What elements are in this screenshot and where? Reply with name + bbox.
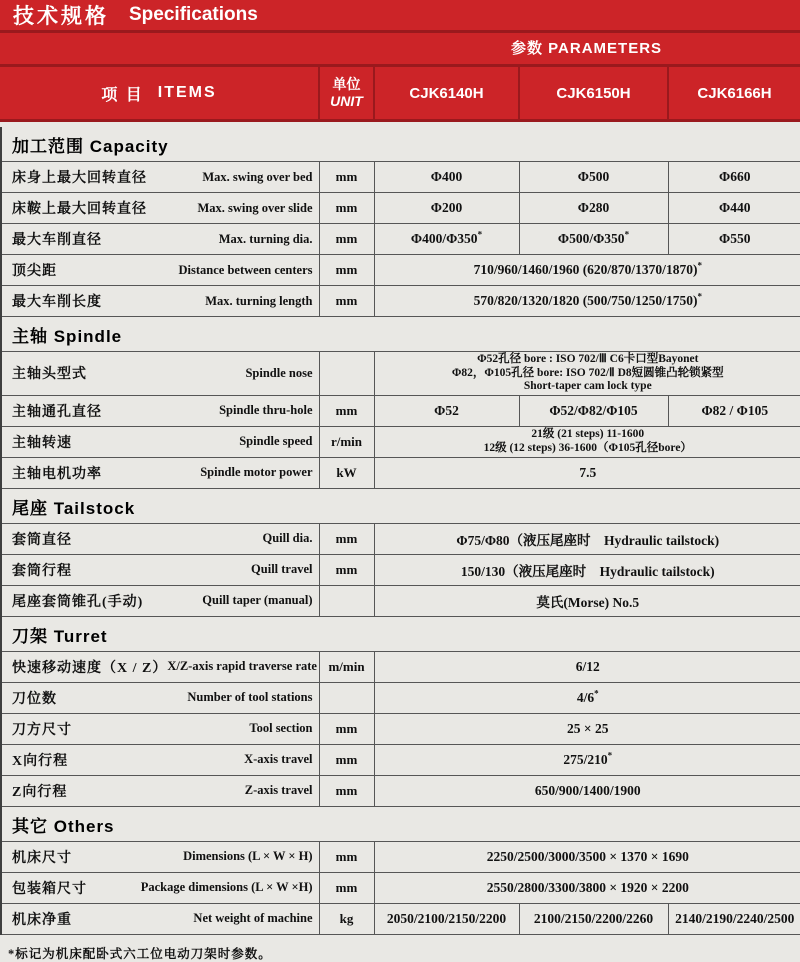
- table-row: [1, 352, 800, 396]
- item-label-zh: 主轴头型式: [12, 367, 87, 383]
- parameters-header: 参数 PARAMETERS: [510, 40, 663, 57]
- table-row: [1, 286, 800, 317]
- unit-cell: r/min: [319, 426, 374, 457]
- value-cell: Φ200: [374, 193, 519, 224]
- unit-cell: mm: [319, 554, 374, 585]
- unit-cell: kg: [319, 903, 374, 934]
- item-cell: [1, 554, 319, 585]
- parameters-row: [0, 33, 800, 67]
- item-label-zh: 机床尺寸: [12, 850, 72, 866]
- table-row: [1, 162, 800, 193]
- column-header-unit-zh: 单位: [332, 76, 361, 92]
- item-label-en: Dimensions (L × W × H): [183, 849, 313, 863]
- item-cell: [1, 841, 319, 872]
- table-row: [1, 193, 800, 224]
- column-header-model-cjk6140h: CJK6140H: [373, 67, 518, 119]
- item-cell: [1, 193, 319, 224]
- item-label-zh: 机床净重: [12, 912, 72, 928]
- page-title: [0, 0, 800, 33]
- table-row: [1, 554, 800, 585]
- item-label-zh: 刀方尺寸: [12, 722, 72, 738]
- unit-cell: mm: [319, 255, 374, 286]
- item-label-en: Max. turning length: [205, 293, 313, 308]
- spec-table: [0, 127, 800, 935]
- unit-cell: [319, 585, 374, 616]
- unit-cell: mm: [319, 872, 374, 903]
- item-cell: [1, 255, 319, 286]
- unit-cell: mm: [319, 162, 374, 193]
- item-label-en: Net weight of machine: [193, 911, 313, 925]
- table-row: [1, 523, 800, 554]
- column-header-model-cjk6150h: CJK6150H: [518, 67, 667, 119]
- item-label-zh: 套筒直径: [12, 532, 72, 548]
- unit-cell: kW: [319, 457, 374, 488]
- table-row: [1, 775, 800, 806]
- table-row: [1, 395, 800, 426]
- value-cell: Φ82 / Φ105: [668, 395, 800, 426]
- value-cell-span: Φ75/Φ80（液压尾座时 Hydraulic tailstock): [374, 523, 800, 554]
- item-cell: [1, 426, 319, 457]
- table-row: [1, 903, 800, 934]
- item-label-zh: 套筒行程: [12, 563, 72, 579]
- table-row: [1, 426, 800, 457]
- section-header: [1, 488, 800, 523]
- unit-cell: [319, 682, 374, 713]
- section-header: [1, 127, 800, 162]
- unit-cell: m/min: [319, 651, 374, 682]
- value-cell: Φ52: [374, 395, 519, 426]
- unit-cell: [319, 352, 374, 396]
- item-cell: [1, 162, 319, 193]
- item-label-en: Quill dia.: [262, 531, 313, 545]
- item-label-en: Distance between centers: [178, 262, 313, 277]
- value-cell: Φ440: [668, 193, 800, 224]
- item-cell: [1, 224, 319, 255]
- section-title: 其它 Others: [1, 806, 800, 841]
- section-header: [1, 616, 800, 651]
- value-cell-span: 21级 (21 steps) 11-1600 12级 (12 steps) 36-1600（Φ105孔径bore）: [374, 426, 800, 457]
- value-cell: 2050/2100/2150/2200: [374, 903, 519, 934]
- item-label-zh: 最大车削直径: [12, 233, 102, 248]
- item-cell: [1, 744, 319, 775]
- item-label-en: Tool section: [249, 721, 313, 735]
- item-cell: [1, 352, 319, 396]
- unit-cell: mm: [319, 713, 374, 744]
- item-label-en: Quill taper (manual): [202, 593, 313, 607]
- item-label-zh: 床身上最大回转直径: [12, 171, 147, 186]
- item-label-zh: 主轴转速: [12, 435, 72, 451]
- item-label-en: Spindle motor power: [200, 465, 313, 479]
- value-cell: Φ400: [374, 162, 519, 193]
- item-cell: [1, 585, 319, 616]
- value-cell: Φ500/Φ350*: [519, 224, 668, 255]
- value-cell-span: 25 × 25: [374, 713, 800, 744]
- column-header-items-en: ITEMS: [157, 84, 217, 101]
- section-header: [1, 806, 800, 841]
- value-cell: Φ52/Φ82/Φ105: [519, 395, 668, 426]
- column-header-row: [0, 67, 800, 122]
- value-cell: Φ660: [668, 162, 800, 193]
- table-row: [1, 651, 800, 682]
- unit-cell: mm: [319, 395, 374, 426]
- column-header-unit-en: UNIT: [330, 93, 363, 109]
- unit-cell: mm: [319, 775, 374, 806]
- column-header-items-zh: 项 目: [101, 86, 144, 104]
- item-label-en: Quill travel: [251, 562, 313, 576]
- value-cell-span: Φ52孔径 bore : ISO 702/Ⅲ C6卡口型Bayonet Φ82，Φ105孔径 bore: ISO 702/Ⅱ D8短圆锥凸轮锁紧型 Short-taper cam lock type: [374, 352, 800, 396]
- item-label-en: Z-axis travel: [244, 783, 313, 797]
- item-label-zh: Z向行程: [12, 784, 68, 800]
- item-label-zh: 床鞍上最大回转直径: [12, 202, 147, 217]
- value-cell-span: 570/820/1320/1820 (500/750/1250/1750)*: [374, 286, 800, 317]
- item-label-zh: 包装箱尺寸: [12, 881, 87, 897]
- value-cell-span: 275/210*: [374, 744, 800, 775]
- value-cell: Φ280: [519, 193, 668, 224]
- value-cell-span: 2250/2500/3000/3500 × 1370 × 1690: [374, 841, 800, 872]
- column-header-unit: [318, 67, 373, 119]
- item-label-en: X-axis travel: [244, 752, 313, 766]
- value-cell: Φ550: [668, 224, 800, 255]
- item-cell: [1, 775, 319, 806]
- table-row: [1, 255, 800, 286]
- value-cell: Φ500: [519, 162, 668, 193]
- value-cell-span: 150/130（液压尾座时 Hydraulic tailstock): [374, 554, 800, 585]
- value-cell-span: 4/6*: [374, 682, 800, 713]
- table-row: [1, 872, 800, 903]
- item-label-en: Package dimensions (L × W ×H): [140, 880, 313, 894]
- item-cell: [1, 457, 319, 488]
- unit-cell: mm: [319, 193, 374, 224]
- page-title-zh: 技术规格: [13, 5, 109, 28]
- item-label-en: Number of tool stations: [187, 690, 313, 704]
- table-row: [1, 585, 800, 616]
- section-title: 主轴 Spindle: [1, 317, 800, 352]
- item-label-en: Max. turning dia.: [218, 231, 313, 246]
- section-title: 刀架 Turret: [1, 616, 800, 651]
- item-cell: [1, 682, 319, 713]
- column-header-items: [0, 67, 318, 119]
- item-cell: [1, 903, 319, 934]
- table-row: [1, 682, 800, 713]
- item-label-zh: X向行程: [12, 753, 69, 769]
- value-cell: 2140/2190/2240/2500: [668, 903, 800, 934]
- item-cell: [1, 651, 319, 682]
- value-cell-span: 莫氏(Morse) No.5: [374, 585, 800, 616]
- table-row: [1, 713, 800, 744]
- table-row: [1, 841, 800, 872]
- section-header: [1, 317, 800, 352]
- unit-cell: mm: [319, 841, 374, 872]
- section-title: 尾座 Tailstock: [1, 488, 800, 523]
- column-header-model-cjk6166h: CJK6166H: [667, 67, 800, 119]
- footnote: *标记为机床配卧式六工位电动刀架时参数。: [8, 946, 272, 961]
- item-label-en: Max. swing over bed: [202, 169, 313, 184]
- item-label-zh: 主轴通孔直径: [12, 404, 102, 420]
- table-row: [1, 224, 800, 255]
- page-title-en: Specifications: [129, 4, 258, 25]
- spec-table-area: [0, 122, 800, 962]
- item-label-zh: 顶尖距: [12, 264, 57, 279]
- unit-cell: mm: [319, 224, 374, 255]
- section-title: 加工范围 Capacity: [1, 127, 800, 162]
- item-cell: [1, 523, 319, 554]
- item-cell: [1, 872, 319, 903]
- red-header: [0, 0, 800, 122]
- item-label-en: Spindle nose: [245, 365, 313, 380]
- value-cell-span: 2550/2800/3300/3800 × 1920 × 2200: [374, 872, 800, 903]
- value-cell-span: 6/12: [374, 651, 800, 682]
- item-label-en: X/Z-axis rapid traverse rate: [167, 659, 317, 673]
- value-cell-span: 710/960/1460/1960 (620/870/1370/1870)*: [374, 255, 800, 286]
- item-label-zh: 主轴电机功率: [12, 466, 102, 482]
- item-label-en: Max. swing over slide: [197, 200, 313, 215]
- item-label-en: Spindle speed: [239, 434, 313, 448]
- table-row: [1, 744, 800, 775]
- value-cell: 2100/2150/2200/2260: [519, 903, 668, 934]
- item-cell: [1, 713, 319, 744]
- item-label-en: Spindle thru-hole: [219, 403, 313, 417]
- unit-cell: mm: [319, 523, 374, 554]
- item-label-zh: 最大车削长度: [12, 295, 102, 310]
- value-cell-span: 650/900/1400/1900: [374, 775, 800, 806]
- unit-cell: mm: [319, 744, 374, 775]
- item-label-zh: 快速移动速度（X / Z）: [12, 660, 168, 676]
- value-cell-span: 7.5: [374, 457, 800, 488]
- table-row: [1, 457, 800, 488]
- item-label-zh: 尾座套筒锥孔(手动): [12, 594, 144, 610]
- item-cell: [1, 395, 319, 426]
- item-cell: [1, 286, 319, 317]
- value-cell: Φ400/Φ350*: [374, 224, 519, 255]
- item-label-zh: 刀位数: [12, 691, 57, 707]
- unit-cell: mm: [319, 286, 374, 317]
